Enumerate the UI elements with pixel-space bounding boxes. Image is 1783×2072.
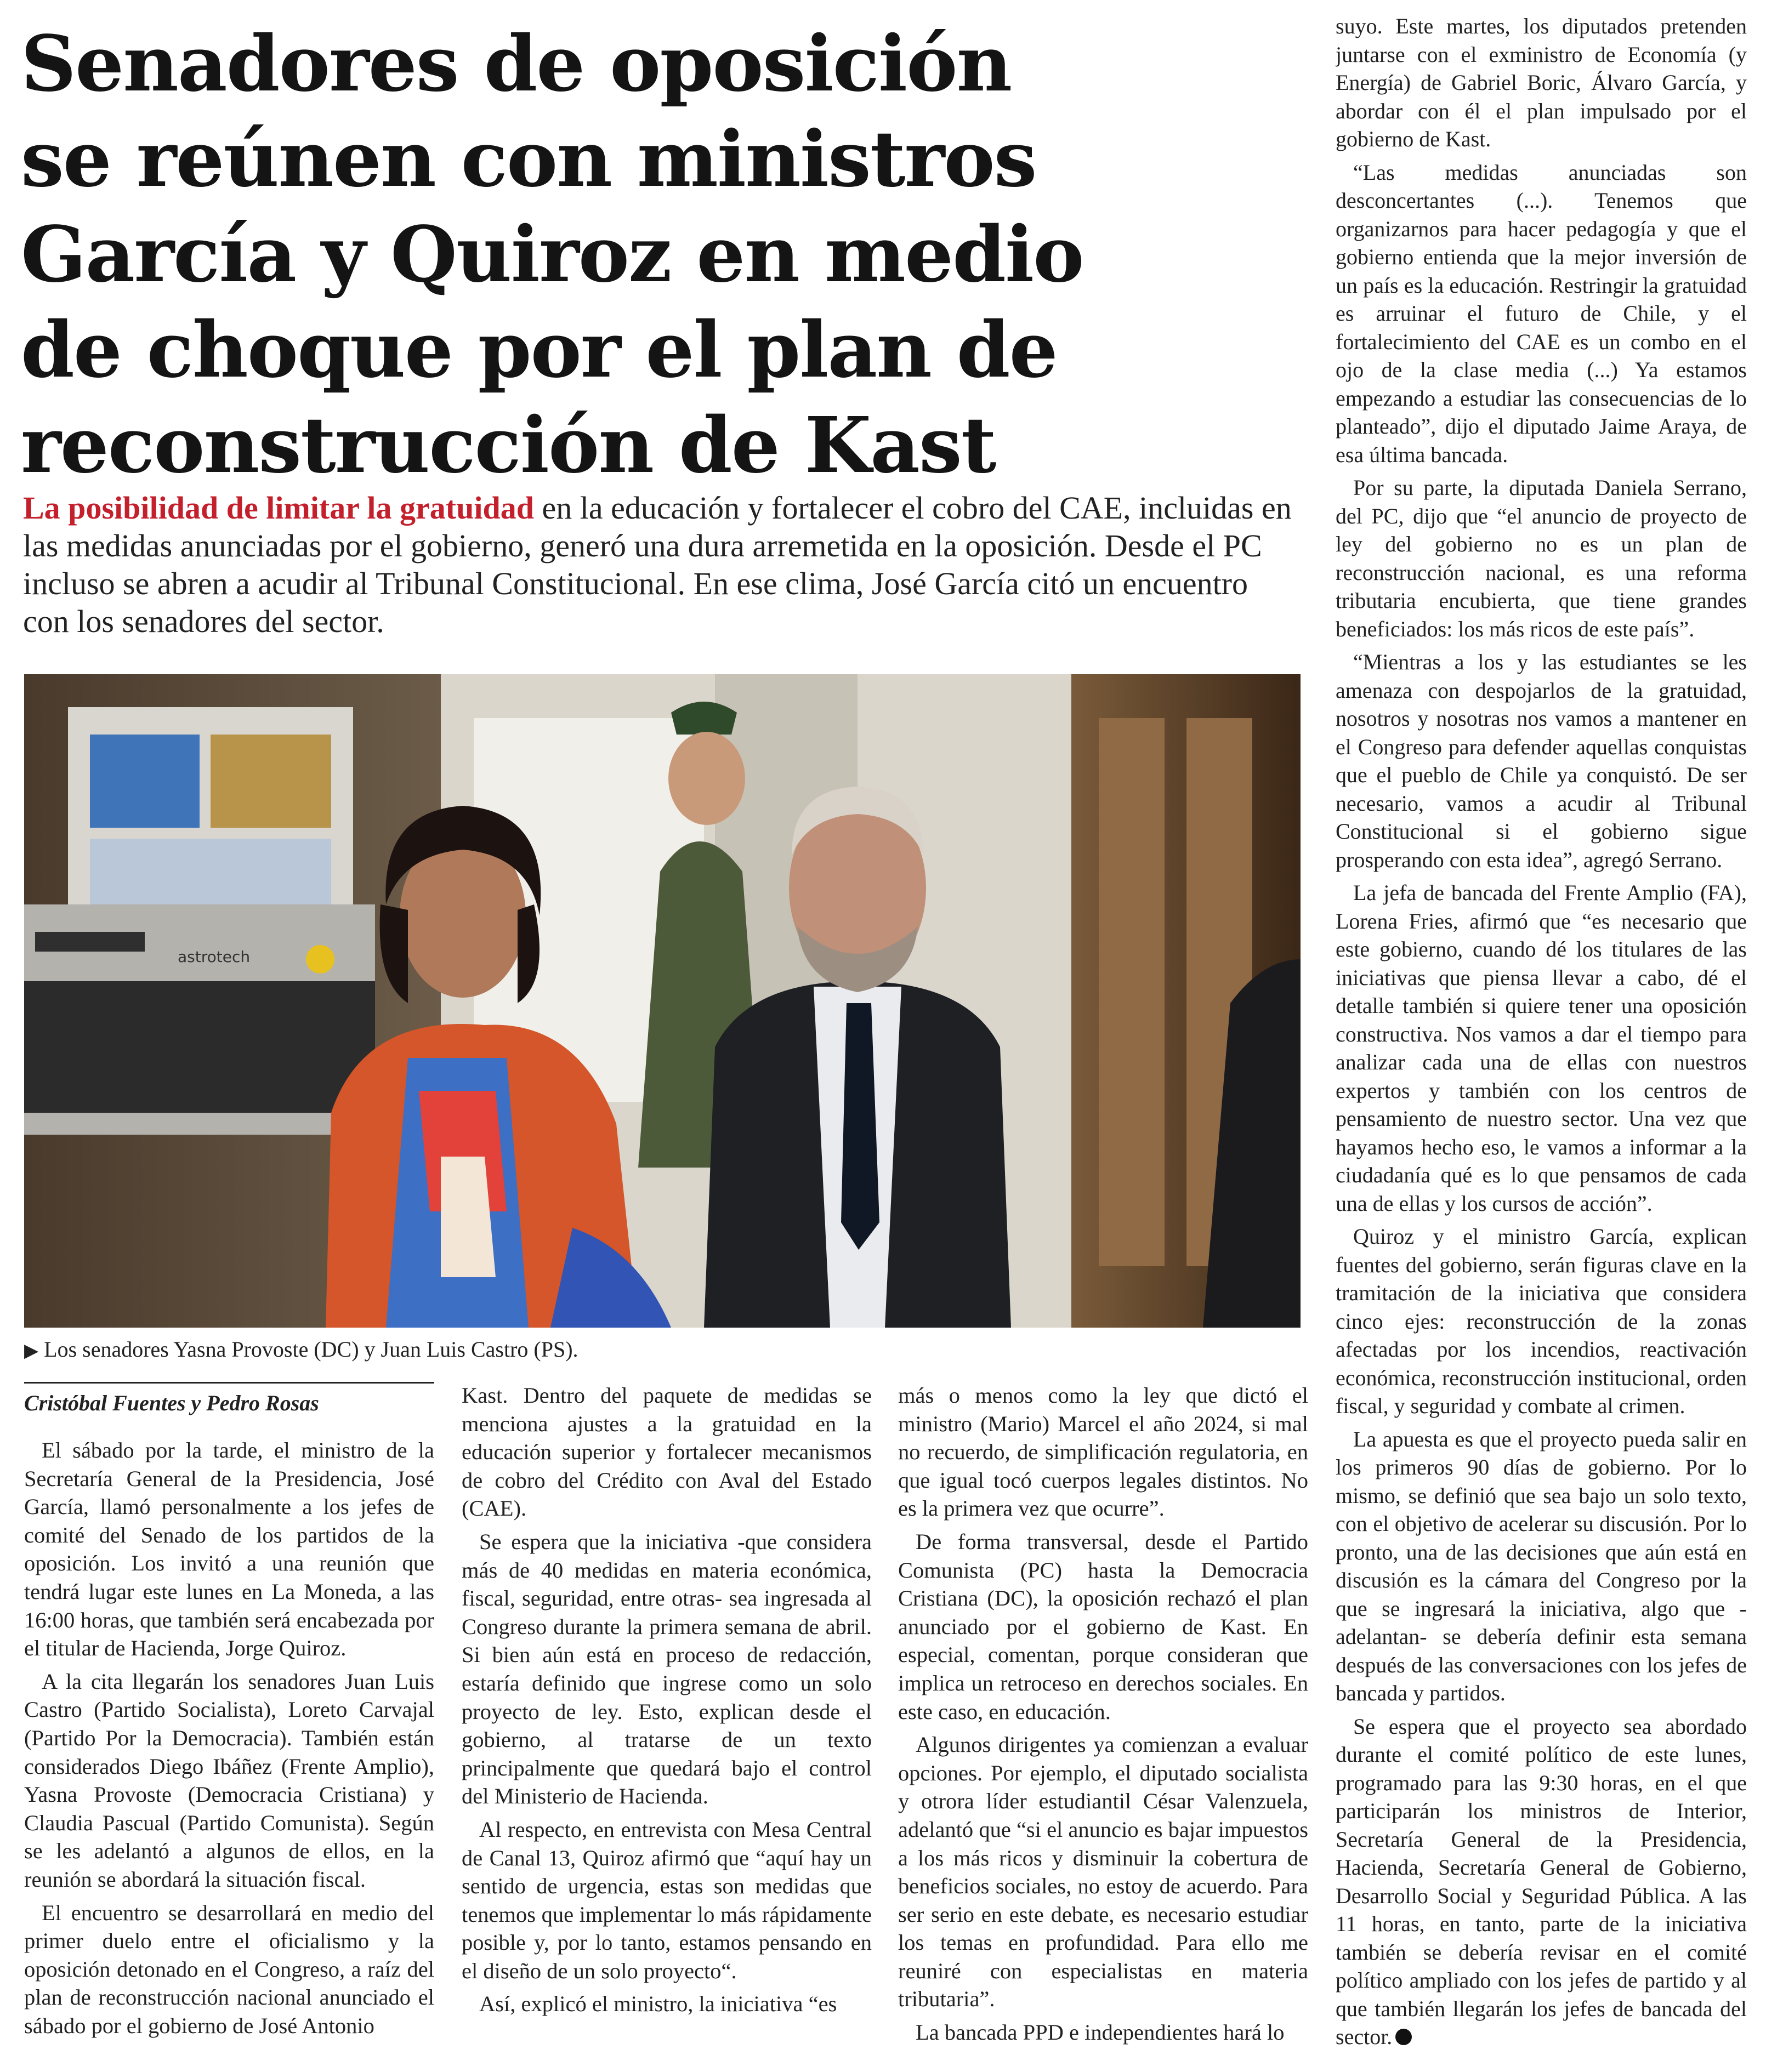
photo-illustration	[24, 674, 1301, 1328]
caption-text: Los senadores Yasna Provoste (DC) y Juan Luis Castro (PS).	[44, 1337, 578, 1362]
paragraph: El encuentro se desarrollará en medio del primer duelo entre el oficialismo y la oposición detonado en el Congreso, a raíz del plan de reconstrucción nacional anunciado el sábado por el gobierno de José Antonio	[24, 1900, 434, 2038]
last-paragraph	[1336, 1712, 1747, 2051]
paragraph: Así, explicó el ministro, la iniciativa “es	[479, 1991, 837, 2017]
article-column-3	[898, 1381, 1308, 2067]
paragraph: La bancada PPD e independientes hará lo	[916, 2020, 1285, 2045]
paragraph: El sábado por la tarde, el ministro de la Secretaría General de la Presidencia, José García, llamó personalmente a los jefes de comité del Senado de los partidos de la oposición. Los invitó a una reunión que tendrá lugar este lunes en La Moneda, a las 16:00 horas, que también será encabezada por el titular de Hacienda, Jorge Quiroz.	[24, 1438, 434, 1661]
paragraph: Por su parte, la diputada Daniela Serrano, del PC, dijo que “el anuncio de proyecto de ley del gobierno no es un plan de reconstrucción nacional, es una reforma tributaria encubierta, que tiene grandes beneficiados: los más ricos de este país”.	[1336, 475, 1747, 641]
paragraph: Se espera que la iniciativa -que considera más de 40 medidas en materia económica, fiscal, seguridad, entre otras- sea ingresada al Congreso durante la primera semana de abril. Si bien aún está en proceso de redacción, estaría definido que ingrese como un solo proyecto de ley. Esto, explican desde el gobierno, al tratarse de un texto principalmente que quedará bajo el control del Ministerio de Hacienda.	[462, 1529, 872, 1809]
paragraph-text: Se espera que el proyecto sea abordado durante el comité político de este lunes, programado para las 9:30 horas, en el que participarán los ministros de Interior, Secretaría General de la Presidencia, Hacienda, Secretaría General de Gobierno, Desarrollo Social y Seguridad Pública. A las 11 horas, en tanto, parte de la iniciativa también se debería revisar en el comité político ampliado con los jefes de partido y al que también llegarán los jefes de bancada del sector.	[1336, 1714, 1747, 2049]
byline: Cristóbal Fuentes y Pedro Rosas	[24, 1382, 434, 1418]
lead-highlight: La posibilidad de limitar la gratuidad	[23, 490, 534, 526]
end-of-article-icon	[1395, 2029, 1412, 2045]
scanner-brand: astrotech	[178, 948, 251, 966]
article-column-1	[24, 1436, 434, 2067]
headline-line: Senadores de oposición	[21, 19, 1012, 109]
paragraph: La jefa de bancada del Frente Amplio (FA), Lorena Fries, afirmó que “es necesario que este gobierno, cuando dé los titulares de las iniciativas que piensa llevar a cabo, dé el detalle también si quiere tener una oposición constructiva. Nos vamos a dar el tiempo para analizar cada una de ellas con nuestros expertos y también con los centros de pensamiento de nuestro sector. Una vez que hayamos hecho eso, le vamos a informar a la ciudadanía qué es lo que pensamos de cada una de ellas y los cursos de acción”.	[1336, 880, 1747, 1216]
news-photo	[24, 674, 1301, 1328]
paragraph: Quiroz y el ministro García, explican fuentes del gobierno, serán figuras clave en la tramitación de la iniciativa que considera cinco ejes: reconstrucción de la zonas afectadas por los incendios, reactivación económica, reconstrucción institucional, orden fiscal, y seguridad y combate al crimen.	[1336, 1224, 1747, 1418]
paragraph: A la cita llegarán los senadores Juan Luis Castro (Partido Socialista), Loreto Carvajal (Partido Por la Democracia). También están considerados Diego Ibáñez (Frente Amplio), Yasna Provoste (Democracia Cristiana) y Claudia Pascual (Partido Comunista). Según se les adelantó a algunos de ellos, en la reunión se abordará la situación fiscal.	[24, 1669, 434, 1892]
paragraph: “Las medidas anunciadas son desconcertantes (...). Tenemos que organizarnos para hacer pedagogía y que el gobierno entienda que la mejor inversión de un país es la educación. Restringir la gratuidad es arruinar el futuro de Chile, y el fortalecimiento del CAE es un combo en el ojo de la clase media (...) Ya estamos empezando a estudiar las consecuencias de lo planteado”, dijo el diputado Jaime Araya, de esa última bancada.	[1336, 160, 1747, 467]
paragraph: “Mientras a los y las estudiantes se les amenaza con despojarlos de la gratuidad, nosotros y nosotras nos vamos a mantener en el Congreso para defender aquellas conquistas que el pueblo de Chile ya conquistó. De ser necesario, vamos a acudir al Tribunal Constitucional si el gobierno sigue prosperando con esta idea”, agregó Serrano.	[1336, 650, 1747, 872]
radiation-warning-icon	[306, 945, 334, 974]
caption-arrow-icon: ▶	[24, 1341, 39, 1361]
headline-line: se reúnen con ministros	[21, 115, 1036, 204]
paragraph: más o menos como la ley que dictó el ministro (Mario) Marcel el año 2024, si mal no recuerdo, de simplificación regulatoria, en que igual tocó cuerpos legales distintos. No es la primera vez que ocurre”.	[898, 1383, 1308, 1521]
photo-caption	[24, 1336, 1302, 1365]
lead-text: en la educación y fortalecer el cobro del CAE, incluidas en las medidas anunciadas por el gobierno, generó una dura arremetida en la oposición. Desde el PC incluso se abren a acudir al Tribunal Constitucional. En ese clima, José García citó un encuentro con los senadores del sector.	[23, 490, 1292, 639]
paragraph: Kast. Dentro del paquete de medidas se menciona ajustes a la gratuidad en la educación superior y fortalecer mecanismos de cobro del Crédito con Aval del Estado (CAE).	[462, 1383, 872, 1521]
paragraph: La apuesta es que el proyecto pueda salir en los primeros 90 días de gobierno. Por lo mismo, se definió que sea bajo un solo texto, con el objetivo de acelerar su discusión. Por lo pronto, una de las decisiones que aún está en discusión es la cámara del Congreso por la que se ingresará la iniciativa, algo que -adelantan- se debería definir esta semana después de las conversaciones con los jefes de bancada y partidos.	[1336, 1426, 1747, 1705]
article-column-4	[1336, 12, 1747, 2062]
headline	[21, 16, 1282, 493]
article-column-2	[462, 1381, 872, 2067]
paragraph: suyo. Este martes, los diputados pretenden juntarse con el exministro de Economía (y Energía) de Gabriel Boric, Álvaro García, y abordar con él el plan impulsado por el gobierno de Kast.	[1336, 14, 1747, 151]
paragraph: De forma transversal, desde el Partido Comunista (PC) hasta la Democracia Cristiana (DC), la oposición rechazó el plan anunciado por el gobierno de Kast. En especial, comentan, porque consideran que implica un retroceso en derechos sociales. En este caso, en educación.	[898, 1529, 1308, 1724]
lead-paragraph	[23, 489, 1301, 640]
headline-line: García y Quiroz en medio	[21, 210, 1083, 300]
headline-line: de choque por el plan de	[21, 305, 1057, 395]
paragraph: Algunos dirigentes ya comienzan a evaluar opciones. Por ejemplo, el diputado socialista y otrora líder estudiantil César Valenzuela, adelantó que “si el anuncio es bajar impuestos a los más ricos y disminuir la cobertura de beneficios sociales, no estoy de acuerdo. Para ser serio en este debate, es necesario estudiar los temas en profundidad. Para ello me reuniré con especialistas en materia tributaria”.	[898, 1732, 1308, 2012]
headline-line: reconstrucción de Kast	[21, 401, 996, 491]
paragraph: Al respecto, en entrevista con Mesa Central de Canal 13, Quiroz afirmó que “aquí hay un sentido de urgencia, estas son medidas que tenemos que implementar lo más rápidamente posible y, por lo tanto, estamos pensando en el diseño de un solo proyecto“.	[462, 1817, 872, 1983]
